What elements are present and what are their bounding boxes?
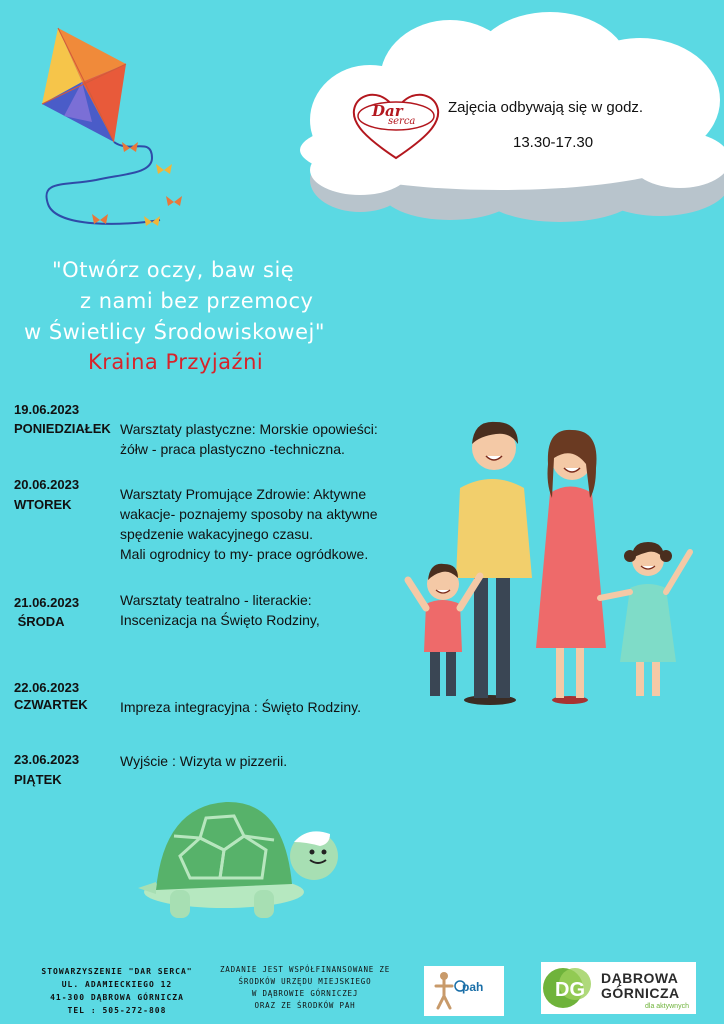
schedule-activity [120,419,378,459]
schedule-date: 23.06.2023 [14,752,80,767]
schedule-day: CZWARTEK [14,697,88,712]
org-line: 41-300 DĄBROWA GÓRNICZA [50,993,184,1002]
activity-line: Warsztaty Promujące Zdrowie: Aktywne [120,486,367,502]
schedule-activity [120,697,361,717]
activity-line: Mali ogrodnicy to my- prace ogródkowe. [120,546,369,562]
funding-info [200,964,410,1012]
activity-line: Wyjście : Wizyta w pizzerii. [120,753,288,769]
activity-line: Inscenizacja na Święto Rodziny, [120,612,320,628]
schedule-date: 19.06.2023 [14,402,80,417]
schedule-date: 22.06.2023 [14,680,80,695]
pah-label: pah [462,980,484,994]
kite-illustration [34,24,204,239]
title-line-2: z nami bez przemocy [80,289,314,313]
activity-line: spędzenie wakacyjnego czasu. [120,526,314,542]
title-line-1: "Otwórz oczy, baw się [52,258,295,282]
family-illustration [400,408,700,708]
activity-line: Impreza integracyjna : Święto Rodziny. [120,699,361,715]
dg-name-line-1: DĄBROWA [601,970,679,986]
org-line: UL. ADAMIECKIEGO 12 [61,980,173,989]
dg-name-line-2: GÓRNICZA [601,985,680,1001]
organization-info [22,965,212,1017]
schedule-activity [120,590,320,630]
funding-line: ŚRODKÓW URZĘDU MIEJSKIEGO [238,977,372,986]
dg-name [601,971,680,1001]
schedule-date: 20.06.2023 [14,477,80,492]
activity-line: wakacje- poznajemy sposoby na aktywne [120,506,378,522]
funding-line: ORAZ ZE ŚRODKÓW PAH [254,1001,356,1010]
org-line: STOWARZYSZENIE "DAR SERCA" [41,967,193,976]
funding-line: W DĄBROWIE GÓRNICZEJ [251,989,359,998]
turtle-illustration [134,796,344,926]
activity-line: Warsztaty plastyczne: Morskie opowieści: [120,421,378,437]
subtitle: Kraina Przyjaźni [88,350,264,374]
schedule-day: ŚRODA [14,614,65,629]
hours-label: Zajęcia odbywają się w godz. [448,99,644,116]
org-line: TEL : 505-272-808 [67,1006,167,1015]
schedule-activity [120,484,378,564]
schedule-day: WTOREK [14,497,72,512]
dg-tagline: dla aktywnych [645,1003,689,1010]
schedule-activity [120,751,287,771]
logo-text-bottom: serca [388,116,416,127]
activity-line: Warsztaty teatralno - literackie: [120,592,312,608]
svg-text:DG: DG [555,979,585,1001]
schedule-date: 21.06.2023 [14,595,80,610]
activity-line: żółw - praca plastyczno -techniczna. [120,441,345,457]
schedule-day: PIĄTEK [14,772,62,787]
hours-value: 13.30-17.30 [513,134,594,151]
schedule-day: PONIEDZIAŁEK [14,421,111,436]
logo-text-top: Dar [372,102,403,120]
funding-line: ZADANIE JEST WSPÓŁFINANSOWANE ZE [219,965,391,974]
title-line-3: w Świetlicy Środowiskowej" [24,320,325,344]
